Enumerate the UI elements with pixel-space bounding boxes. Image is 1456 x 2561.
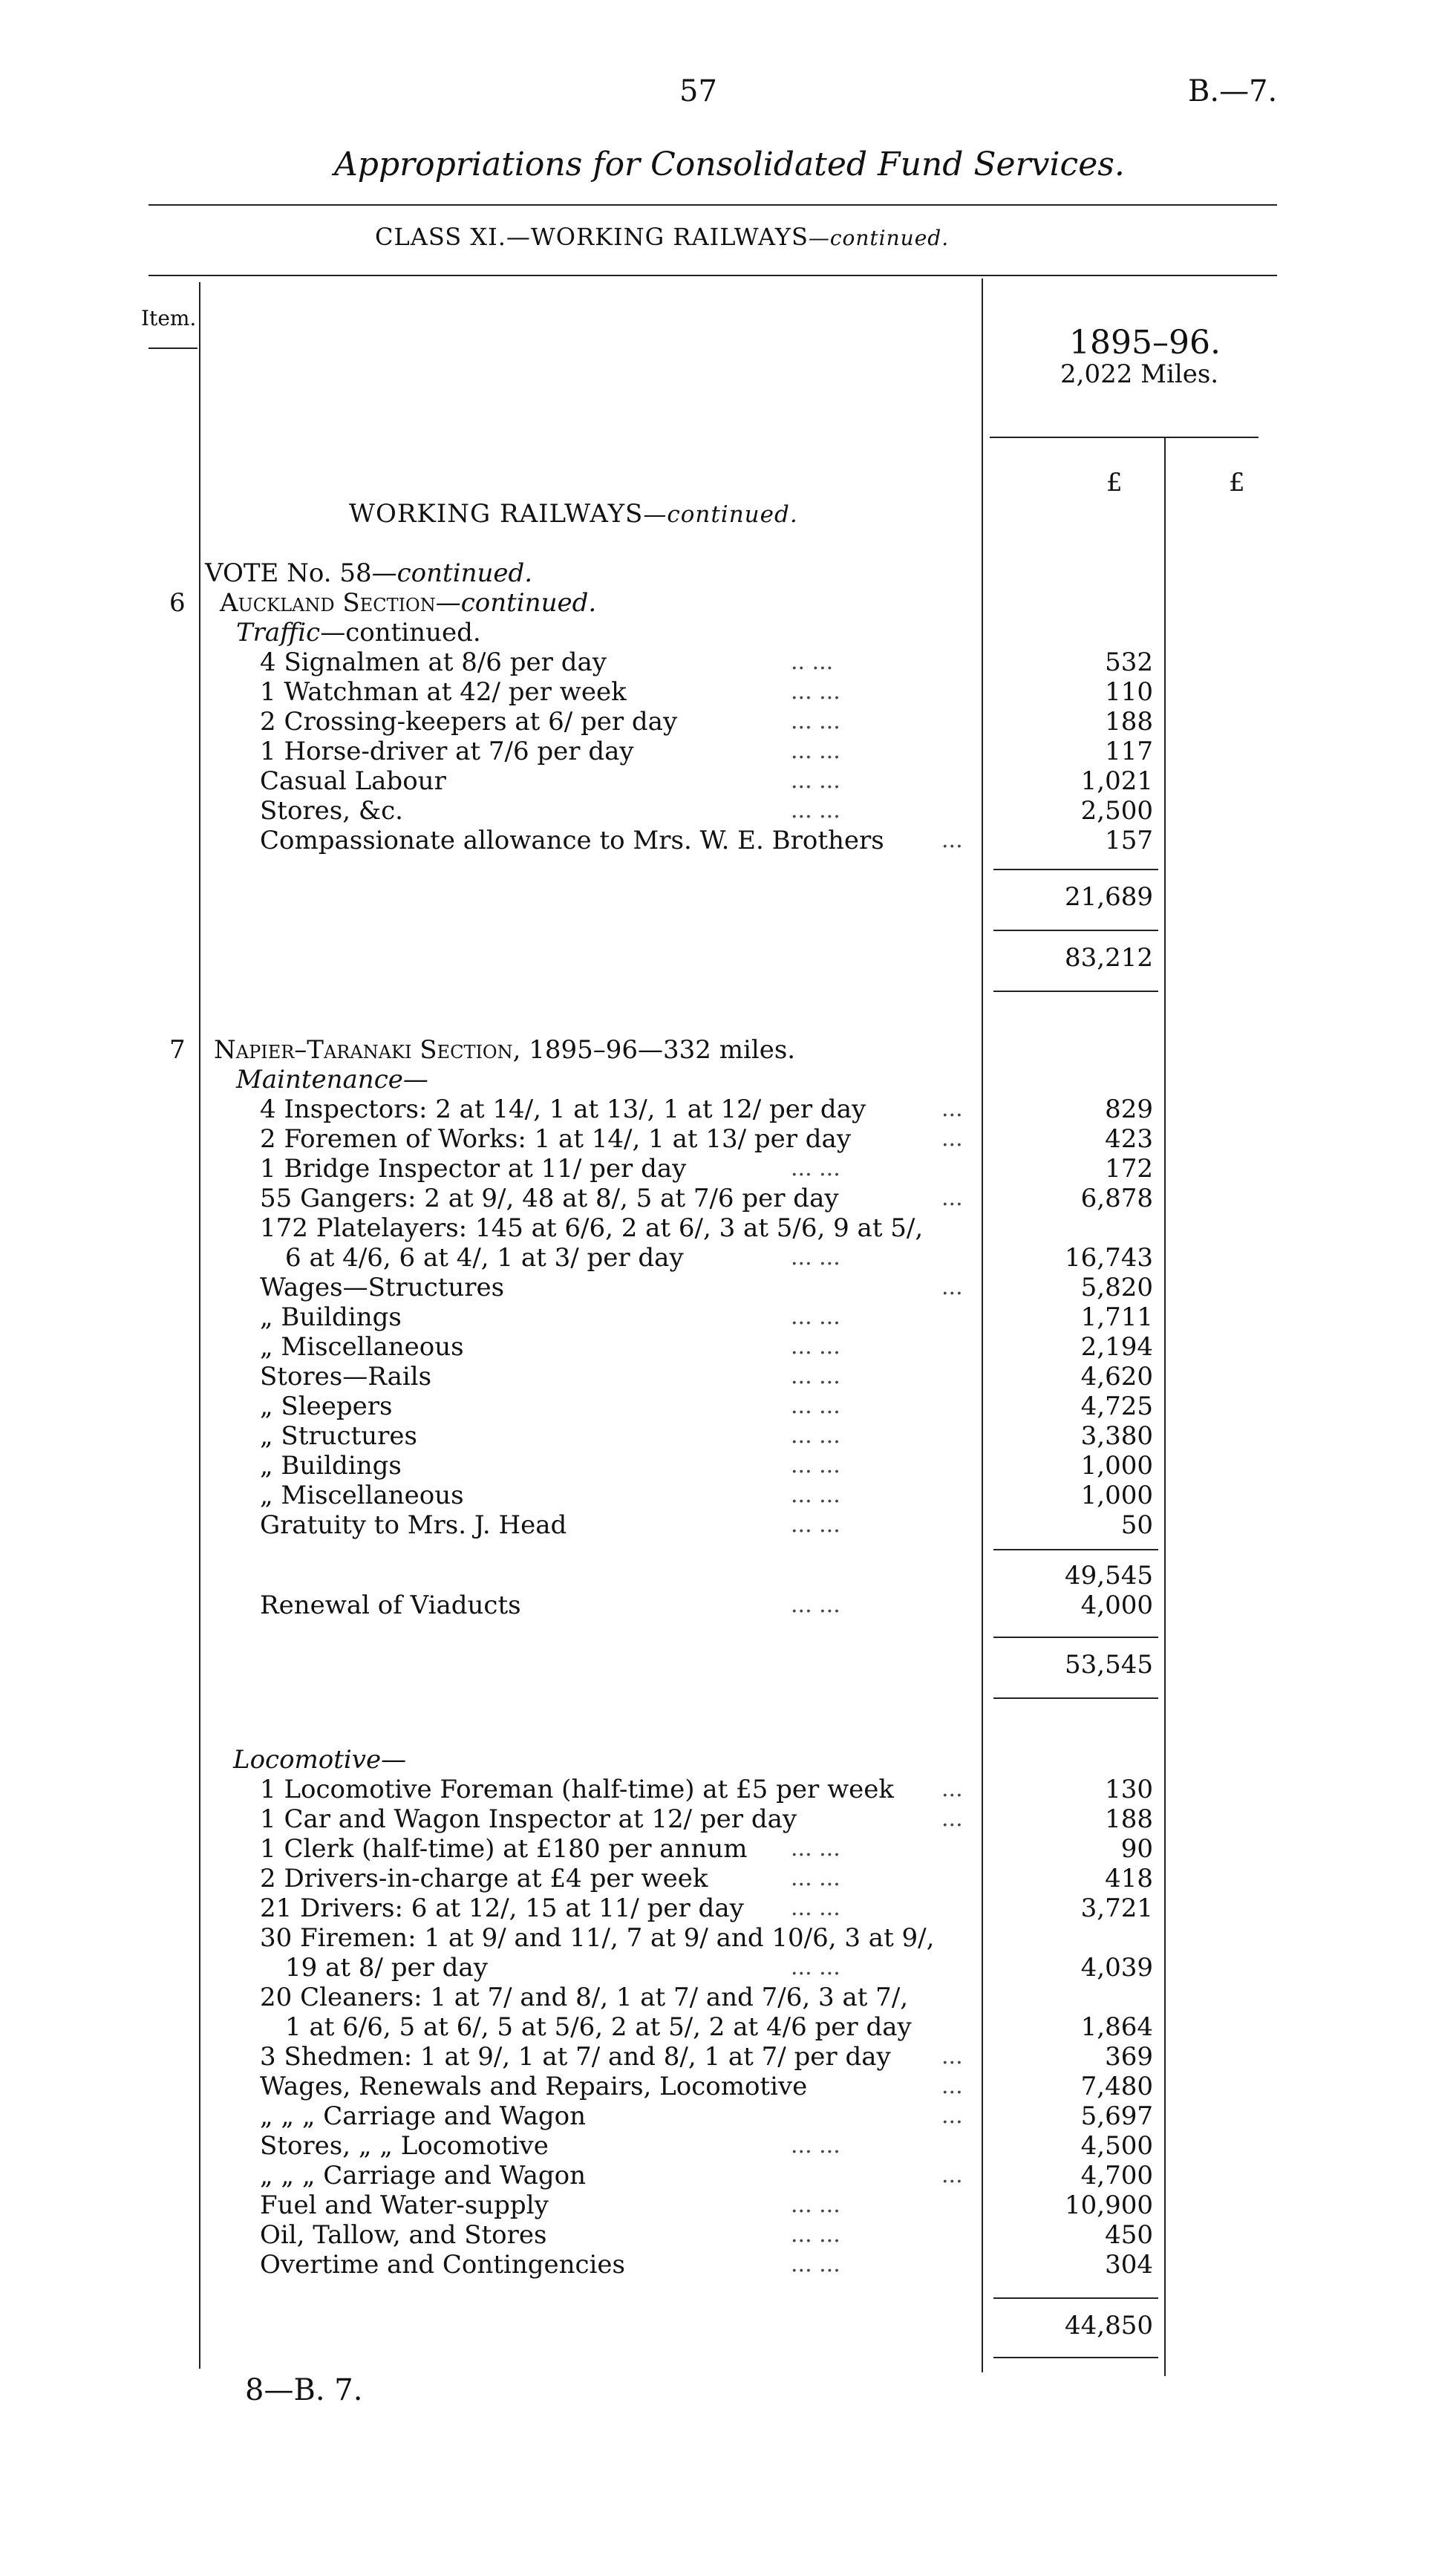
auckland-item-label: Casual Labour — [260, 766, 446, 796]
auckland-section-heading — [220, 588, 596, 618]
maintenance-item-amount: 1,000 — [1080, 1481, 1153, 1510]
maintenance-item-leader-dots: ... ... — [791, 1512, 840, 1538]
maintenance-item-row — [0, 1154, 1456, 1184]
maintenance-item-label: Stores—Rails — [260, 1362, 432, 1392]
currency-header-1: £ — [1106, 468, 1123, 497]
locomotive-item-row — [0, 1864, 1456, 1893]
auckland-subtotal-row — [0, 882, 1456, 912]
maintenance-subtotal-amount: 49,545 — [1065, 1561, 1153, 1591]
auckland-item-row — [0, 796, 1456, 826]
maintenance-item-leader-dots: ... ... — [791, 1244, 840, 1270]
vote-heading-cont: —continued. — [371, 558, 533, 588]
locomotive-item-leader-dots: ... — [941, 1776, 963, 1802]
document-reference: B.—7. — [1188, 74, 1278, 108]
auckland-item-amount: 1,021 — [1080, 766, 1153, 796]
auckland-item-leader-dots: ... ... — [791, 708, 840, 734]
maintenance-item-leader-dots: ... ... — [791, 1423, 840, 1449]
auckland-item-label: 2 Crossing-keepers at 6/ per day — [260, 707, 678, 737]
auckland-item-leader-dots: ... ... — [791, 797, 840, 823]
maintenance-item-label: 172 Platelayers: 145 at 6/6, 2 at 6/, 3 at 5/6, 9 at 5/, — [260, 1213, 924, 1243]
maintenance-item-amount: 2,194 — [1080, 1332, 1153, 1362]
renewal-viaducts-label: Renewal of Viaducts — [260, 1591, 521, 1620]
item-header-rule — [148, 348, 197, 349]
auckland-item-label: 1 Watchman at 42/ per week — [260, 677, 627, 707]
locomotive-item-row — [0, 1983, 1456, 2012]
locomotive-item-label: 30 Firemen: 1 at 9/ and 11/, 7 at 9/ and 10/6, 3 at 9/, — [260, 1923, 935, 1953]
locomotive-total-rule-bottom — [993, 2357, 1158, 2358]
auckland-total-amount: 83,212 — [1065, 943, 1153, 973]
locomotive-item-amount: 4,700 — [1080, 2161, 1153, 2190]
page-title: Appropriations for Consolidated Fund Services. — [334, 146, 1125, 183]
maintenance-item-label: 55 Gangers: 2 at 9/, 48 at 8/, 5 at 7/6 per day — [260, 1184, 839, 1213]
maintenance-total-row — [0, 1650, 1456, 1680]
napier-section-main: Napier–Taranaki Section — [214, 1035, 513, 1065]
maintenance-item-amount: 1,711 — [1080, 1302, 1153, 1332]
locomotive-item-amount: 4,039 — [1080, 1953, 1153, 1983]
locomotive-item-label: 20 Cleaners: 1 at 7/ and 8/, 1 at 7/ and 7/6, 3 at 7/, — [260, 1983, 909, 2012]
auckland-item-label: Compassionate allowance to Mrs. W. E. Brothers — [260, 826, 884, 855]
locomotive-item-row — [0, 1893, 1456, 1923]
locomotive-item-leader-dots: ... — [941, 1806, 963, 1832]
locomotive-item-row — [0, 2012, 1456, 2042]
locomotive-item-label: 21 Drivers: 6 at 12/, 15 at 11/ per day — [260, 1893, 744, 1923]
maintenance-item-label: „ Sleepers — [260, 1392, 393, 1421]
locomotive-item-row — [0, 2131, 1456, 2161]
locomotive-item-amount: 10,900 — [1065, 2190, 1153, 2220]
section-heading — [349, 499, 798, 529]
napier-section-rest: , 1895–96—332 miles. — [512, 1035, 796, 1065]
locomotive-item-row — [0, 2250, 1456, 2280]
maintenance-total-rule-top — [993, 1637, 1158, 1638]
locomotive-item-label: „ „ „ Carriage and Wagon — [260, 2161, 587, 2190]
auckland-item-leader-dots: ... ... — [791, 768, 840, 794]
auckland-section-cont: —continued. — [435, 588, 597, 618]
maintenance-item-label: „ Structures — [260, 1421, 417, 1451]
locomotive-item-row — [0, 2101, 1456, 2131]
maintenance-item-leader-dots: ... ... — [791, 1304, 840, 1330]
locomotive-item-leader-dots: ... — [941, 2162, 963, 2188]
maintenance-item-row — [0, 1302, 1456, 1332]
locomotive-item-amount: 5,697 — [1080, 2101, 1153, 2131]
maintenance-total-amount: 53,545 — [1065, 1650, 1153, 1680]
class-heading — [375, 223, 949, 251]
auckland-item-row — [0, 766, 1456, 796]
maintenance-item-leader-dots: ... ... — [791, 1393, 840, 1419]
locomotive-item-amount: 369 — [1105, 2042, 1153, 2072]
locomotive-item-amount: 4,500 — [1080, 2131, 1153, 2161]
locomotive-item-label: 19 at 8/ per day — [285, 1953, 488, 1983]
maintenance-item-leader-dots: ... — [941, 1096, 963, 1122]
maintenance-item-row — [0, 1243, 1456, 1273]
auckland-item-row — [0, 826, 1456, 855]
locomotive-total-row — [0, 2311, 1456, 2340]
locomotive-item-label: 1 Locomotive Foreman (half-time) at £5 per week — [260, 1775, 895, 1804]
class-heading-main: CLASS XI.—WORKING RAILWAYS — [375, 223, 809, 251]
maintenance-item-amount: 5,820 — [1080, 1273, 1153, 1302]
auckland-item-amount: 117 — [1105, 737, 1153, 766]
vote-heading — [205, 558, 532, 588]
maintenance-item-label: Wages—Structures — [260, 1273, 505, 1302]
locomotive-item-label: Wages, Renewals and Repairs, Locomotive — [260, 2072, 808, 2101]
locomotive-item-amount: 1,864 — [1080, 2012, 1153, 2042]
locomotive-item-amount: 418 — [1105, 1864, 1153, 1893]
locomotive-item-amount: 188 — [1105, 1804, 1153, 1834]
currency-header-2: £ — [1229, 468, 1245, 497]
auckland-item-leader-dots: ... — [941, 827, 963, 853]
auckland-item-row — [0, 737, 1456, 766]
maintenance-item-row — [0, 1510, 1456, 1540]
auckland-total-row — [0, 943, 1456, 973]
locomotive-item-leader-dots: ... ... — [791, 1895, 840, 1921]
locomotive-item-label: Overtime and Contingencies — [260, 2250, 625, 2280]
locomotive-item-leader-dots: ... — [941, 2103, 963, 2129]
renewal-viaducts-dots: ... ... — [791, 1592, 840, 1618]
maintenance-item-amount: 3,380 — [1080, 1421, 1153, 1451]
traffic-subheading-cont: —continued. — [320, 618, 481, 647]
auckland-total-rule-top — [993, 930, 1158, 931]
auckland-item-label: 4 Signalmen at 8/6 per day — [260, 647, 607, 677]
locomotive-item-label: Fuel and Water-supply — [260, 2190, 549, 2220]
locomotive-item-leader-dots: ... ... — [791, 1836, 840, 1862]
maintenance-item-amount: 172 — [1105, 1154, 1153, 1184]
maintenance-total-rule-bottom — [993, 1697, 1158, 1699]
locomotive-item-label: 1 Clerk (half-time) at £180 per annum — [260, 1834, 748, 1864]
renewal-viaducts-amount: 4,000 — [1080, 1591, 1153, 1620]
locomotive-item-amount: 304 — [1105, 2250, 1153, 2280]
item-number-6: 6 — [169, 588, 186, 618]
maintenance-item-label: 6 at 4/6, 6 at 4/, 1 at 3/ per day — [285, 1243, 684, 1273]
auckland-item-label: Stores, &c. — [260, 796, 403, 826]
traffic-subheading-main: Traffic — [236, 618, 321, 647]
maintenance-item-row — [0, 1421, 1456, 1451]
auckland-subtotal-rule — [993, 869, 1158, 870]
locomotive-item-row — [0, 1953, 1456, 1983]
vote-heading-main: VOTE No. 58 — [205, 558, 372, 588]
auckland-item-leader-dots: ... ... — [791, 679, 840, 705]
maintenance-item-row — [0, 1124, 1456, 1154]
auckland-item-amount: 110 — [1105, 677, 1153, 707]
miles-header: 2,022 Miles. — [1060, 359, 1219, 389]
maintenance-item-amount: 4,725 — [1080, 1392, 1153, 1421]
maintenance-item-row — [0, 1362, 1456, 1392]
page-number: 57 — [679, 74, 717, 108]
auckland-item-row — [0, 707, 1456, 737]
locomotive-item-label: Oil, Tallow, and Stores — [260, 2220, 547, 2250]
locomotive-item-leader-dots: ... ... — [791, 2251, 840, 2277]
maintenance-item-row — [0, 1184, 1456, 1213]
maintenance-item-amount: 423 — [1105, 1124, 1153, 1154]
amount-header-rule — [990, 437, 1259, 438]
auckland-item-label: 1 Horse-driver at 7/6 per day — [260, 737, 634, 766]
locomotive-item-amount: 130 — [1105, 1775, 1153, 1804]
maintenance-item-amount: 50 — [1120, 1510, 1153, 1540]
locomotive-item-amount: 3,721 — [1080, 1893, 1153, 1923]
auckland-item-row — [0, 677, 1456, 707]
maintenance-item-amount: 829 — [1105, 1094, 1153, 1124]
locomotive-item-leader-dots: ... ... — [791, 2192, 840, 2218]
auckland-item-amount: 532 — [1105, 647, 1153, 677]
auckland-section-main: Auckland Section — [220, 588, 436, 618]
locomotive-item-row — [0, 2190, 1456, 2220]
locomotive-item-row — [0, 2220, 1456, 2250]
class-heading-cont: —continued. — [808, 226, 950, 250]
locomotive-item-label: 1 Car and Wagon Inspector at 12/ per day — [260, 1804, 797, 1834]
section-heading-main: WORKING RAILWAYS — [349, 499, 644, 529]
maintenance-item-label: 2 Foremen of Works: 1 at 14/, 1 at 13/ per day — [260, 1124, 852, 1154]
auckland-item-leader-dots: .. ... — [791, 649, 834, 675]
maintenance-item-amount: 4,620 — [1080, 1362, 1153, 1392]
locomotive-item-label: 2 Drivers-in-charge at £4 per week — [260, 1864, 708, 1893]
auckland-item-amount: 2,500 — [1080, 796, 1153, 826]
locomotive-item-amount: 7,480 — [1080, 2072, 1153, 2101]
auckland-item-amount: 157 — [1105, 826, 1153, 855]
locomotive-total-rule-top — [993, 2297, 1158, 2299]
item-column-header: Item. — [141, 306, 197, 330]
year-header: 1895–96. — [1069, 324, 1221, 362]
item-number-7: 7 — [169, 1035, 186, 1065]
maintenance-item-row — [0, 1094, 1456, 1124]
maintenance-item-label: 1 Bridge Inspector at 11/ per day — [260, 1154, 687, 1184]
maintenance-item-row — [0, 1481, 1456, 1510]
maintenance-subheading: Maintenance— — [236, 1065, 428, 1094]
maintenance-subtotal-rule — [993, 1549, 1158, 1550]
locomotive-item-leader-dots: ... ... — [791, 1865, 840, 1891]
maintenance-item-label: „ Buildings — [260, 1451, 402, 1481]
auckland-item-leader-dots: ... ... — [791, 738, 840, 764]
locomotive-item-leader-dots: ... ... — [791, 2222, 840, 2248]
locomotive-item-row — [0, 2161, 1456, 2190]
maintenance-subtotal-row — [0, 1561, 1456, 1591]
maintenance-item-amount: 6,878 — [1080, 1184, 1153, 1213]
locomotive-item-row — [0, 1834, 1456, 1864]
traffic-subheading — [236, 618, 481, 647]
maintenance-item-leader-dots: ... — [941, 1274, 963, 1300]
maintenance-item-label: „ Miscellaneous — [260, 1332, 464, 1362]
locomotive-item-amount: 90 — [1120, 1834, 1153, 1864]
locomotive-item-leader-dots: ... ... — [791, 2133, 840, 2159]
locomotive-item-leader-dots: ... — [941, 2073, 963, 2099]
maintenance-item-label: „ Miscellaneous — [260, 1481, 464, 1510]
locomotive-item-leader-dots: ... — [941, 2043, 963, 2069]
maintenance-item-amount: 16,743 — [1065, 1243, 1153, 1273]
maintenance-item-leader-dots: ... ... — [791, 1482, 840, 1508]
locomotive-item-label: 3 Shedmen: 1 at 9/, 1 at 7/ and 8/, 1 at 7/ per day — [260, 2042, 891, 2072]
locomotive-total-amount: 44,850 — [1065, 2311, 1153, 2340]
napier-section-heading — [214, 1035, 795, 1065]
maintenance-item-row — [0, 1451, 1456, 1481]
maintenance-item-leader-dots: ... — [941, 1185, 963, 1211]
auckland-subtotal-amount: 21,689 — [1065, 882, 1153, 912]
locomotive-item-row — [0, 1775, 1456, 1804]
maintenance-item-row — [0, 1392, 1456, 1421]
locomotive-item-amount: 450 — [1105, 2220, 1153, 2250]
locomotive-item-label: 1 at 6/6, 5 at 6/, 5 at 5/6, 2 at 5/, 2 at 4/6 per day — [285, 2012, 912, 2042]
locomotive-item-row — [0, 1804, 1456, 1834]
maintenance-item-amount: 1,000 — [1080, 1451, 1153, 1481]
auckland-item-row — [0, 647, 1456, 677]
section-heading-cont: —continued. — [643, 501, 798, 528]
locomotive-item-row — [0, 2072, 1456, 2101]
locomotive-item-label: Stores, „ „ Locomotive — [260, 2131, 549, 2161]
locomotive-item-row — [0, 1923, 1456, 1953]
maintenance-item-leader-dots: ... ... — [791, 1155, 840, 1181]
maintenance-item-label: Gratuity to Mrs. J. Head — [260, 1510, 567, 1540]
auckland-item-amount: 188 — [1105, 707, 1153, 737]
header-rule-bottom — [148, 275, 1277, 276]
maintenance-item-leader-dots: ... ... — [791, 1363, 840, 1389]
locomotive-subheading: Locomotive— — [233, 1745, 407, 1775]
footer-signature: 8—B. 7. — [245, 2373, 363, 2407]
locomotive-item-label: „ „ „ Carriage and Wagon — [260, 2101, 587, 2131]
auckland-total-rule-bottom — [993, 991, 1158, 992]
maintenance-item-leader-dots: ... ... — [791, 1452, 840, 1478]
header-rule-top — [148, 204, 1277, 206]
maintenance-item-row — [0, 1273, 1456, 1302]
maintenance-item-row — [0, 1213, 1456, 1243]
maintenance-item-leader-dots: ... ... — [791, 1334, 840, 1360]
locomotive-item-leader-dots: ... ... — [791, 1954, 840, 1980]
renewal-viaducts-row — [0, 1591, 1456, 1620]
maintenance-item-leader-dots: ... — [941, 1126, 963, 1152]
maintenance-item-label: „ Buildings — [260, 1302, 402, 1332]
maintenance-item-label: 4 Inspectors: 2 at 14/, 1 at 13/, 1 at 12/ per day — [260, 1094, 866, 1124]
locomotive-item-row — [0, 2042, 1456, 2072]
maintenance-item-row — [0, 1332, 1456, 1362]
